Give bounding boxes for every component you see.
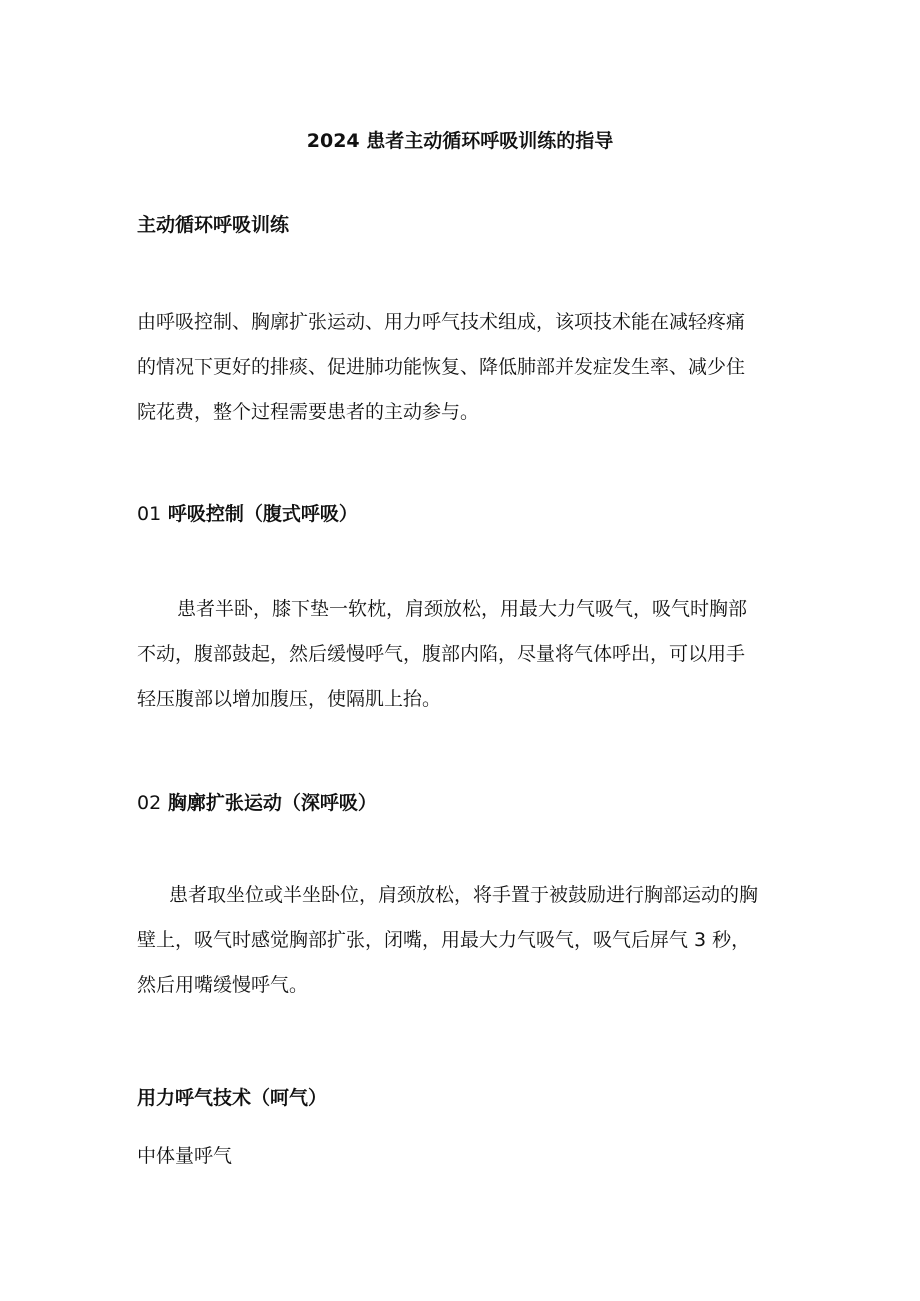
paragraph-line: 然后用嘴缓慢呼气。 [137,974,309,996]
paragraph-line: 轻压腹部以增加腹压，使隔肌上抬。 [137,688,442,710]
paragraph-line [137,873,787,918]
section-02-paragraph [137,873,787,1008]
document-title: 2024 患者主动循环呼吸训练的指导 [306,130,614,152]
section-heading-forced-expiration: 用力呼气技术（呵气） [137,1087,328,1109]
paragraph-line: 壁上，吸气时感觉胸部扩张，闭嘴，用最大力气吸气，吸气后屏气 3 秒， [137,929,751,951]
section-heading-main: 主动循环呼吸训练 [137,214,290,236]
paragraph-line [137,587,787,632]
paragraph-line-text: 患者半卧，膝下垫一软枕，肩颈放松，用最大力气吸气，吸气时胸部 [177,598,748,620]
section-subheading: 中体量呼气 [137,1145,233,1167]
section-heading-01 [137,500,787,528]
section-heading-02 [137,789,787,817]
paragraph-line: 由呼吸控制、胸廓扩张运动、用力呼气技术组成，该项技术能在减轻疼痛 [137,311,746,333]
paragraph-line: 不动，腹部鼓起，然后缓慢呼气，腹部内陷，尽量将气体呼出，可以用手 [137,643,746,665]
paragraph-line: 的情况下更好的排痰、促进肺功能恢复、降低肺部并发症发生率、减少住 [137,356,746,378]
section-title: 胸廓扩张运动（深呼吸） [167,792,377,814]
section-01-paragraph [137,587,787,722]
paragraph-line: 院花费，整个过程需要患者的主动参与。 [137,401,480,423]
section-number: 02 [137,792,162,814]
section-main-paragraph [137,300,787,435]
section-number: 01 [137,503,162,525]
paragraph-line-text: 患者取坐位或半坐卧位，肩颈放松，将手置于被鼓励进行胸部运动的胸 [169,884,759,906]
section-title: 呼吸控制（腹式呼吸） [167,503,358,525]
